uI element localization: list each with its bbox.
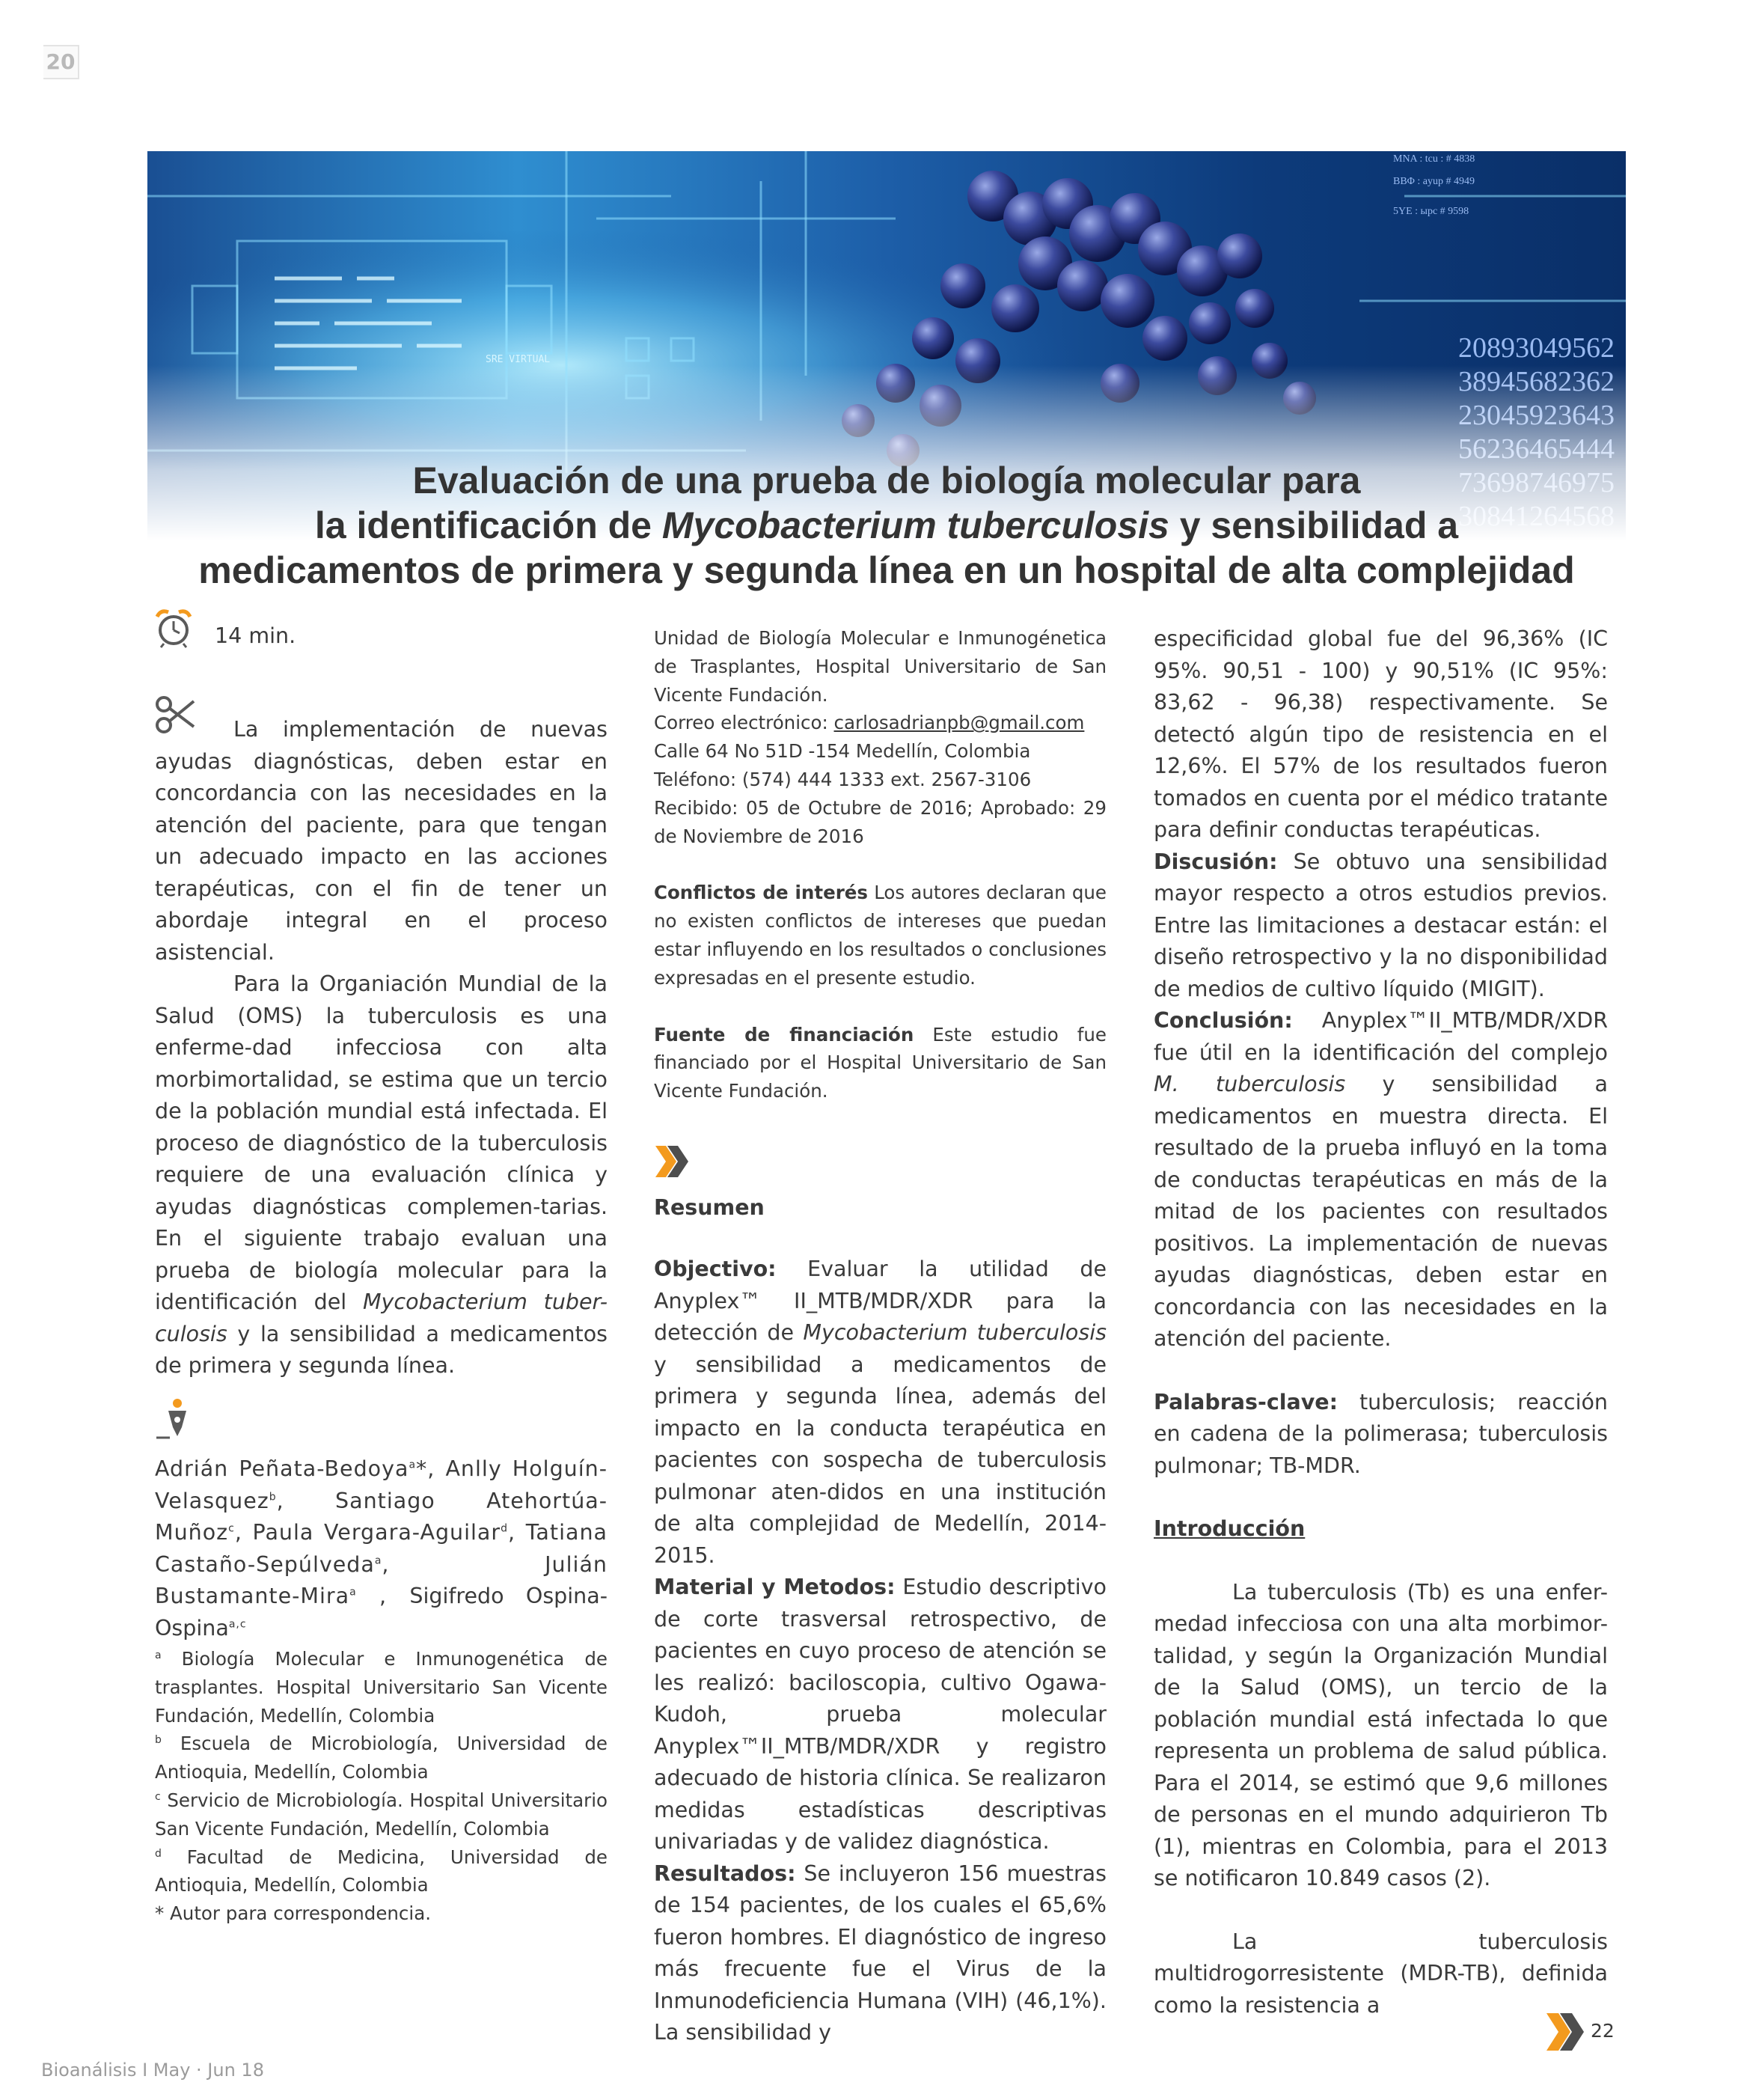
contact-block <box>654 624 1107 850</box>
introduction-heading: Introducción <box>1154 1516 1306 1541</box>
affiliation <box>155 1730 608 1786</box>
author-name: Sigifredo Ospina-Ospina <box>155 1584 608 1640</box>
email-link[interactable]: carlosadrianpb@gmail.com <box>833 712 1085 734</box>
author-affiliation-mark: a <box>349 1586 357 1599</box>
conflicts-text: Los autores declaran que no existen conflictos de intereses que puedan estar influyendo en los resultados o conclusiones expresadas en el presente estudio. <box>654 882 1107 989</box>
discussion-text: Se obtuvo una sensibilidad mayor respecto a otros estudios previos. Entre las limitaciones a destacar están: el diseño retrospectivo y la no disponibilidad de medios de cultivo líquido (MIGIT). <box>1154 849 1608 1001</box>
title-line-1: Evaluación de una prueba de biología molecular para <box>412 460 1361 501</box>
affiliation-text: Biología Molecular e Inmunogenética de trasplantes. Hospital Universitario San Vicente Fundación, Medellín, Colombia <box>155 1648 608 1727</box>
page-number: 22 <box>1591 2020 1615 2042</box>
introduction-paragraph-2: La tuberculosis multidrogorresistente (MDR-TB), definida como la resistencia a <box>1154 1929 1608 2018</box>
intro-paragraph-2-species: Mycobacterium tuber-culosis <box>155 1289 608 1346</box>
author-name: Julián Bustamante-Mira <box>155 1551 608 1608</box>
correspondence-note: * Autor para correspondencia. <box>155 1902 431 1925</box>
objective-text-end: y sensibilidad a medicamentos de primera y segunda línea, además del impacto en la conducta terapéutica en pacientes con sospecha de tuberculosis pulmonar aten-didos en una institución de alta complejidad de Medellín, 2014-2015. <box>654 1352 1107 1568</box>
conclusion-text: Anyplex™II_MTB/MDR/XDR fue útil en la identificación del complejo <box>1154 1008 1608 1065</box>
author-separator: , <box>276 1488 336 1513</box>
conclusion-species: M. tuberculosis <box>1154 1072 1346 1096</box>
page-number-tab: 20 <box>43 45 79 79</box>
affiliation-mark: d <box>155 1847 162 1860</box>
keywords-label: Palabras-clave: <box>1154 1389 1338 1414</box>
title-line-2-end: y sensibilidad a <box>1169 504 1459 546</box>
reading-time: 14 min. <box>215 623 296 648</box>
column-2 <box>654 624 1107 2049</box>
author <box>155 1456 445 1481</box>
conflicts-block <box>654 879 1107 992</box>
intro-paragraph-2-text: Para la Organiación Mundial de la Salud (OMS) la tuberculosis es una enferme-dad infecciosa con alta morbimortalidad, se estima que un tercio de la población mundial está infectada. El proceso de diagnóstico de la tuberculosis requiere de una evaluación clínica y ayudas diagnósticas complemen-tarias. En el siguiente trabajo evaluan una prueba de biología molecular para la identificación del <box>155 971 608 1314</box>
affiliation-mark: c <box>155 1790 161 1803</box>
title-species: Mycobacterium tuberculosis <box>661 504 1169 546</box>
affiliation-text: Servicio de Microbiología. Hospital Universitario San Vicente Fundación, Medellín, Colombia <box>155 1789 608 1840</box>
methods-text: Estudio descriptivo de corte trasversal retrospectivo, de pacientes en cuyo proceso de atención se les realizó: baciloscopia, cultivo Ogawa- Kudoh, prueba molecular Anyplex™II_MTB/MDR/XDR y registro adecuado de historia clínica. Se realizaron medidas estadísticas descriptivas univariadas y de validez diagnóstica. <box>654 1575 1107 1855</box>
chevron-arrow-icon <box>1545 2012 1587 2052</box>
dates-line: Recibido: 05 de Octubre de 2016; Aprobado: 29 de Noviembre de 2016 <box>654 796 1107 847</box>
results-label: Resultados: <box>654 1861 796 1886</box>
intro-paragraph-1 <box>155 714 608 968</box>
email-label: Correo electrónico: <box>654 712 834 734</box>
journal-footer: Bioanálisis I May · Jun 18 <box>41 2060 264 2081</box>
conclusion-label: Conclusión: <box>1154 1008 1293 1033</box>
objective-label: Objectivo: <box>654 1257 777 1282</box>
alarm-clock-icon <box>155 608 192 648</box>
funding-block <box>654 1021 1107 1105</box>
keywords <box>1154 1387 1608 1483</box>
abstract-continued <box>1154 623 1608 1355</box>
affiliation <box>155 1786 608 1843</box>
pen-nib-icon <box>155 1397 192 1442</box>
author-separator: , <box>234 1520 253 1545</box>
funding-text: Este estudio fue financiado por el Hospital Universitario de San Vicente Fundación. <box>654 1023 1107 1102</box>
column-3 <box>1154 623 1608 2021</box>
results-text-continued: especificidad global fue del 96,36% (IC 95%. 90,51 - 100) y 90,51% (IC 95%: 83,62 - 96,38) respectivamente. Se detectó algún tipo de resistencia en el 12,6%. El 57% de los resultados fueron tomados en cuenta por el médico tratante para definir conductas terapéuticas. <box>1154 626 1608 842</box>
affiliation-text: Facultad de Medicina, Universidad de Antioquia, Medellín, Colombia <box>155 1846 608 1896</box>
author-affiliation-mark: b <box>269 1491 277 1503</box>
author-name: Adrián Peñata-Bedoya <box>155 1456 409 1481</box>
author-separator: , <box>356 1584 410 1608</box>
unit-text: Unidad de Biología Molecular e Inmunogénetica de Trasplantes, Hospital Universitario de San Vicente Fundación. <box>654 627 1107 706</box>
phone-line: Teléfono: (574) 444 1333 ext. 2567-3106 <box>654 768 1032 790</box>
author-name: Paula Vergara-Aguilar <box>252 1520 501 1545</box>
author-affiliation-mark: a <box>409 1459 417 1471</box>
address-line: Calle 64 No 51D -154 Medellín, Colombia <box>654 740 1031 763</box>
affiliation <box>155 1843 608 1900</box>
author-separator: , <box>382 1551 545 1577</box>
author-affiliation-mark: a <box>374 1554 382 1566</box>
title-line-3: medicamentos de primera y segunda línea en un hospital de alta complejidad <box>198 549 1575 591</box>
author-affiliation-mark: d <box>501 1522 509 1535</box>
funding-label: Fuente de financiación <box>654 1023 914 1046</box>
abstract-text <box>654 1254 1107 2049</box>
results-text: Se incluyeron 156 muestras de 154 pacientes, de los cuales el 65,6% fueron hombres. El diagnóstico de ingreso más frecuente fue el Virus de la Inmunodeficiencia Humana (VIH) (46,1%). La sensibilidad y <box>654 1861 1107 2045</box>
title-line-2 <box>142 503 1631 548</box>
conclusion-text-end: y sensibilidad a medicamentos en muestra directa. El resultado de la prueba influyó en la toma de conductas terapéuticas en más de la mitad de los pacientes con resultados positivos. La implementación de nuevas ayudas diagnósticas, deben estar en concordancia con las necesidades en la atención del paciente. <box>1154 1072 1608 1351</box>
title-line-2-start: la identificación de <box>314 504 662 546</box>
introduction-paragraph-1: La tuberculosis (Tb) es una enfer-medad infecciosa con una alta morbimor-talidad, y según la Organización Mundial de la Salud (OMS), un tercio de la población mundial está infectada lo que representa un problema de salud pública. Para el 2014, se estimó que 9,6 millones de personas en el mundo adquirieron Tb (1), mientras en Colombia, para el 2013 se notificaron 10.849 casos (2). <box>1154 1579 1608 1890</box>
objective-species: Mycobacterium tuberculosis <box>803 1320 1107 1346</box>
author-name: Tatiana Castaño-Sepúlveda <box>155 1520 608 1577</box>
discussion-label: Discusión: <box>1154 849 1278 874</box>
email-line <box>654 709 1107 737</box>
affiliations <box>155 1645 608 1928</box>
intro-paragraph-2 <box>155 968 608 1382</box>
author <box>253 1520 526 1545</box>
author-separator: *, <box>416 1456 446 1481</box>
author-list <box>155 1453 608 1644</box>
affiliation-mark: b <box>155 1734 162 1747</box>
keywords-text: tuberculosis; reacción en cadena de la polimerasa; tuberculosis pulmonar; TB-MDR. <box>1154 1389 1608 1478</box>
article-title <box>142 458 1631 593</box>
affiliation-text: Escuela de Microbiología, Universidad de Antioquia, Medellín, Colombia <box>155 1733 608 1783</box>
author-affiliation-mark: a,c <box>228 1618 247 1630</box>
conflicts-label: Conflictos de interés <box>654 882 868 904</box>
author-name: Anlly Holguín-Velasquez <box>155 1456 608 1513</box>
author-name: Santiago Atehortúa-Muñoz <box>155 1488 608 1545</box>
affiliation-mark: a <box>155 1649 162 1661</box>
resumen-heading: Resumen <box>654 1194 765 1220</box>
methods-label: Material y Metodos: <box>654 1575 896 1600</box>
intro-paragraph-1-text: La implementación de nuevas ayudas diagnósticas, deben estar en concordancia con las necesidades en la atención del paciente, para que tengan un adecuado impacto en las acciones terapéuticas, con el fin de tener un abordaje integral en el proceso asistencial. <box>155 717 608 965</box>
author-affiliation-mark: c <box>228 1522 235 1535</box>
author-separator: , <box>508 1520 526 1545</box>
intro-paragraph-2-end: y la sensibilidad a medicamentos de primera y segunda línea. <box>155 1321 608 1378</box>
affiliation <box>155 1645 608 1730</box>
chevron-arrow-icon <box>654 1144 690 1179</box>
objective-text: Evaluar la utilidad de Anyplex™ II_MTB/MDR/XDR para la detección de <box>654 1257 1107 1346</box>
